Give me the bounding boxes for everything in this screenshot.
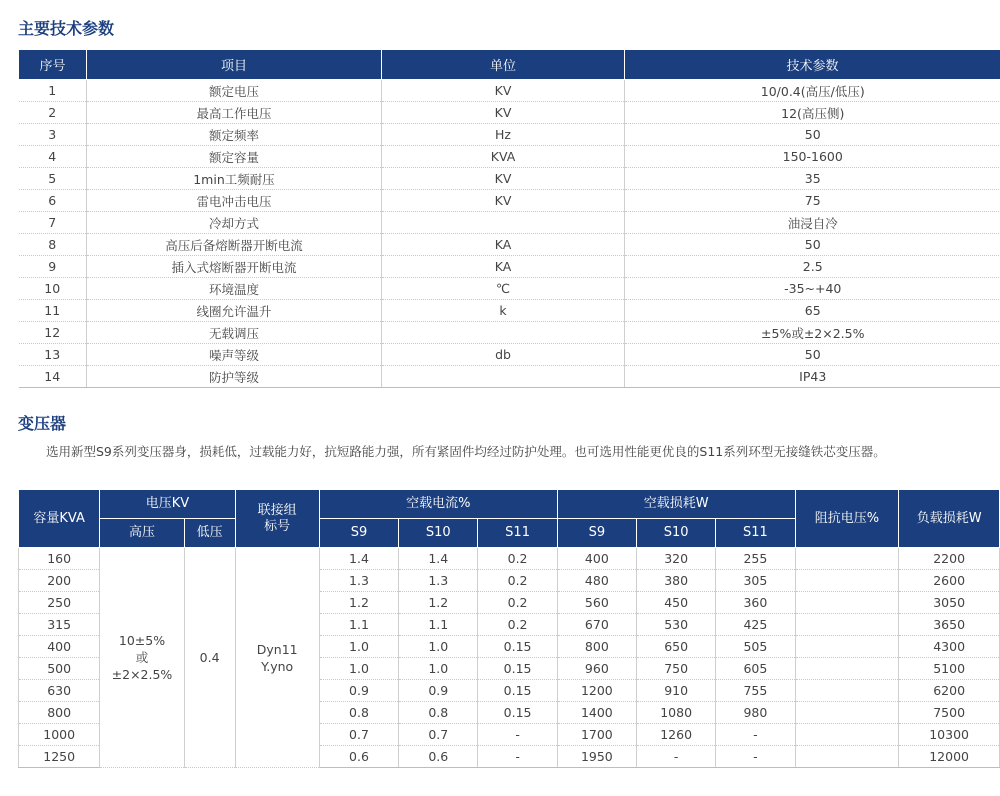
header-unit: 单位 [382, 50, 625, 80]
high-voltage-line: ±2×2.5% [111, 667, 173, 682]
current-s11-cell: 0.2 [478, 592, 557, 614]
capacity-cell: 400 [19, 636, 100, 658]
capacity-cell: 315 [19, 614, 100, 636]
spec-seq-cell: 2 [19, 102, 87, 124]
load-loss-cell: 5100 [899, 658, 1000, 680]
spec-unit-cell: ℃ [382, 278, 625, 300]
current-s11-cell: 0.2 [478, 614, 557, 636]
spec-row [19, 146, 1000, 168]
spec-row [19, 102, 1000, 124]
spec-param-cell: 50 [625, 234, 1000, 256]
spec-seq-cell: 10 [19, 278, 87, 300]
connection-line: Dyn11 [256, 641, 298, 657]
spec-seq-cell: 6 [19, 190, 87, 212]
loss-s11-cell: 605 [716, 658, 795, 680]
spec-seq-cell: 14 [19, 366, 87, 388]
loss-s10-cell: 650 [637, 636, 716, 658]
transformer-description: 选用新型S9系列变压器身，损耗低，过载能力好，抗短路能力强，所有紧固件均经过防护处理。也可选用性能更优良的S11系列环型无接缝铁芯变压器。 [46, 444, 886, 459]
header-load-loss: 负载损耗W [899, 490, 1000, 548]
impedance-cell [795, 658, 899, 680]
high-voltage-line: 或 [135, 650, 149, 665]
loss-s9-cell: 400 [557, 548, 636, 570]
spec-row [19, 344, 1000, 366]
header-current-s11: S11 [478, 519, 557, 548]
spec-item-cell: 高压后备熔断器开断电流 [87, 234, 382, 256]
spec-item-cell: 额定容量 [87, 146, 382, 168]
current-s11-cell: 0.15 [478, 658, 557, 680]
spec-unit-cell [382, 212, 625, 234]
current-s9-cell: 1.3 [319, 570, 398, 592]
spec-unit-cell: KVA [382, 146, 625, 168]
load-loss-cell: 2600 [899, 570, 1000, 592]
spec-row [19, 366, 1000, 388]
spec-row [19, 234, 1000, 256]
loss-s11-cell: 255 [716, 548, 795, 570]
header-connection-line1: 联接组 [257, 502, 297, 518]
spec-seq-cell: 7 [19, 212, 87, 234]
header-seq: 序号 [19, 50, 87, 80]
spec-unit-cell [382, 322, 625, 344]
loss-s9-cell: 1200 [557, 680, 636, 702]
capacity-cell: 1000 [19, 724, 100, 746]
spec-seq-cell: 1 [19, 80, 87, 102]
header-connection-line2: 标号 [264, 518, 291, 534]
spec-seq-cell: 13 [19, 344, 87, 366]
header-voltage: 电压KV [100, 490, 235, 519]
spec-seq-cell: 3 [19, 124, 87, 146]
header-no-load-loss: 空载损耗W [557, 490, 795, 519]
loss-s10-cell: 530 [637, 614, 716, 636]
current-s10-cell: 1.0 [399, 658, 478, 680]
current-s10-cell: 0.7 [399, 724, 478, 746]
capacity-cell: 800 [19, 702, 100, 724]
current-s11-cell: - [478, 746, 557, 768]
spec-item-cell: 额定电压 [87, 80, 382, 102]
loss-s10-cell: 380 [637, 570, 716, 592]
spec-param-cell: 35 [625, 168, 1000, 190]
spec-param-cell: 75 [625, 190, 1000, 212]
spec-table [18, 49, 1000, 388]
spec-item-cell: 噪声等级 [87, 344, 382, 366]
header-item: 项目 [87, 50, 382, 80]
spec-item-cell: 插入式熔断器开断电流 [87, 256, 382, 278]
spec-item-cell: 无载调压 [87, 322, 382, 344]
current-s9-cell: 0.8 [319, 702, 398, 724]
current-s10-cell: 1.0 [399, 636, 478, 658]
header-low-voltage: 低压 [184, 519, 235, 548]
spec-param-cell: 12(高压侧) [625, 102, 1000, 124]
header-loss-s9: S9 [557, 519, 636, 548]
spec-unit-cell [382, 366, 625, 388]
loss-s9-cell: 560 [557, 592, 636, 614]
spec-row [19, 212, 1000, 234]
load-loss-cell: 3050 [899, 592, 1000, 614]
header-high-voltage: 高压 [100, 519, 184, 548]
current-s9-cell: 1.0 [319, 636, 398, 658]
current-s9-cell: 1.1 [319, 614, 398, 636]
load-loss-cell: 2200 [899, 548, 1000, 570]
header-connection [235, 490, 319, 548]
spec-row [19, 168, 1000, 190]
load-loss-cell: 10300 [899, 724, 1000, 746]
spec-table-header [19, 50, 1000, 80]
header-impedance: 阻抗电压% [795, 490, 899, 548]
high-voltage-line: 10±5% [118, 633, 166, 648]
spec-param-cell: 150-1600 [625, 146, 1000, 168]
loss-s9-cell: 670 [557, 614, 636, 636]
spec-item-cell: 最高工作电压 [87, 102, 382, 124]
spec-param-cell: 10/0.4(高压/低压) [625, 80, 1000, 102]
capacity-cell: 160 [19, 548, 100, 570]
load-loss-cell: 3650 [899, 614, 1000, 636]
spec-unit-cell: KA [382, 256, 625, 278]
current-s11-cell: 0.15 [478, 702, 557, 724]
spec-param-cell: 油浸自冷 [625, 212, 1000, 234]
loss-s11-cell: 980 [716, 702, 795, 724]
spec-unit-cell: KV [382, 168, 625, 190]
impedance-cell [795, 702, 899, 724]
spec-param-cell: 50 [625, 344, 1000, 366]
spec-param-cell: -35~+40 [625, 278, 1000, 300]
spec-unit-cell: k [382, 300, 625, 322]
loss-s9-cell: 1400 [557, 702, 636, 724]
high-voltage-cell [100, 548, 184, 768]
header-no-load-current: 空载电流% [319, 490, 557, 519]
current-s11-cell: 0.2 [478, 548, 557, 570]
current-s9-cell: 0.7 [319, 724, 398, 746]
load-loss-cell: 6200 [899, 680, 1000, 702]
spec-row [19, 256, 1000, 278]
spec-param-cell: 65 [625, 300, 1000, 322]
current-s10-cell: 0.9 [399, 680, 478, 702]
spec-unit-cell: KA [382, 234, 625, 256]
spec-unit-cell: KV [382, 80, 625, 102]
spec-row [19, 80, 1000, 102]
header-capacity: 容量KVA [19, 490, 100, 548]
spec-param-cell: ±5%或±2×2.5% [625, 322, 1000, 344]
current-s11-cell: 0.15 [478, 680, 557, 702]
spec-item-cell: 线圈允许温升 [87, 300, 382, 322]
loss-s10-cell: 450 [637, 592, 716, 614]
capacity-cell: 200 [19, 570, 100, 592]
capacity-cell: 250 [19, 592, 100, 614]
load-loss-cell: 7500 [899, 702, 1000, 724]
loss-s9-cell: 1950 [557, 746, 636, 768]
spec-item-cell: 防护等级 [87, 366, 382, 388]
transformer-row [19, 548, 1000, 570]
spec-param-cell: 50 [625, 124, 1000, 146]
current-s10-cell: 1.4 [399, 548, 478, 570]
header-current-s9: S9 [319, 519, 398, 548]
current-s10-cell: 0.8 [399, 702, 478, 724]
spec-seq-cell: 8 [19, 234, 87, 256]
loss-s11-cell: 360 [716, 592, 795, 614]
spec-seq-cell: 5 [19, 168, 87, 190]
current-s9-cell: 1.4 [319, 548, 398, 570]
loss-s11-cell: - [716, 724, 795, 746]
spec-item-cell: 额定频率 [87, 124, 382, 146]
loss-s10-cell: 750 [637, 658, 716, 680]
transformer-header-row-1 [19, 490, 1000, 519]
current-s11-cell: 0.2 [478, 570, 557, 592]
spec-row [19, 124, 1000, 146]
loss-s9-cell: 1700 [557, 724, 636, 746]
low-voltage-cell: 0.4 [184, 548, 235, 768]
loss-s9-cell: 960 [557, 658, 636, 680]
impedance-cell [795, 636, 899, 658]
header-param: 技术参数 [625, 50, 1000, 80]
spec-unit-cell: db [382, 344, 625, 366]
header-current-s10: S10 [399, 519, 478, 548]
current-s10-cell: 1.1 [399, 614, 478, 636]
spec-param-cell: IP43 [625, 366, 1000, 388]
spec-item-cell: 雷电冲击电压 [87, 190, 382, 212]
current-s10-cell: 1.2 [399, 592, 478, 614]
loss-s10-cell: 910 [637, 680, 716, 702]
loss-s11-cell: 425 [716, 614, 795, 636]
impedance-cell [795, 570, 899, 592]
spec-unit-cell: KV [382, 102, 625, 124]
loss-s11-cell: - [716, 746, 795, 768]
current-s9-cell: 0.6 [319, 746, 398, 768]
header-loss-s11: S11 [716, 519, 795, 548]
spec-item-cell: 1min工频耐压 [87, 168, 382, 190]
loss-s10-cell: 1080 [637, 702, 716, 724]
current-s11-cell: - [478, 724, 557, 746]
header-loss-s10: S10 [637, 519, 716, 548]
spec-item-cell: 冷却方式 [87, 212, 382, 234]
impedance-cell [795, 592, 899, 614]
loss-s9-cell: 480 [557, 570, 636, 592]
spec-unit-cell: Hz [382, 124, 625, 146]
loss-s10-cell: 320 [637, 548, 716, 570]
spec-param-cell: 2.5 [625, 256, 1000, 278]
impedance-cell [795, 548, 899, 570]
current-s9-cell: 0.9 [319, 680, 398, 702]
current-s11-cell: 0.15 [478, 636, 557, 658]
impedance-cell [795, 724, 899, 746]
current-s9-cell: 1.0 [319, 658, 398, 680]
capacity-cell: 500 [19, 658, 100, 680]
current-s10-cell: 1.3 [399, 570, 478, 592]
loss-s9-cell: 800 [557, 636, 636, 658]
impedance-cell [795, 746, 899, 768]
spec-item-cell: 环境温度 [87, 278, 382, 300]
loss-s10-cell: 1260 [637, 724, 716, 746]
loss-s11-cell: 755 [716, 680, 795, 702]
spec-seq-cell: 4 [19, 146, 87, 168]
loss-s11-cell: 305 [716, 570, 795, 592]
current-s10-cell: 0.6 [399, 746, 478, 768]
transformer-table [18, 489, 1000, 768]
spec-row [19, 300, 1000, 322]
spec-row [19, 190, 1000, 212]
loss-s10-cell: - [637, 746, 716, 768]
spec-row [19, 278, 1000, 300]
impedance-cell [795, 680, 899, 702]
spec-seq-cell: 9 [19, 256, 87, 278]
spec-row [19, 322, 1000, 344]
spec-seq-cell: 11 [19, 300, 87, 322]
load-loss-cell: 4300 [899, 636, 1000, 658]
section-title-transformer: 变压器 [18, 414, 67, 433]
spec-seq-cell: 12 [19, 322, 87, 344]
connection-line: Y.yno [261, 658, 294, 674]
capacity-cell: 630 [19, 680, 100, 702]
current-s9-cell: 1.2 [319, 592, 398, 614]
spec-unit-cell: KV [382, 190, 625, 212]
impedance-cell [795, 614, 899, 636]
section-title-specs: 主要技术参数 [18, 19, 115, 38]
load-loss-cell: 12000 [899, 746, 1000, 768]
loss-s11-cell: 505 [716, 636, 795, 658]
capacity-cell: 1250 [19, 746, 100, 768]
connection-cell [235, 548, 319, 768]
